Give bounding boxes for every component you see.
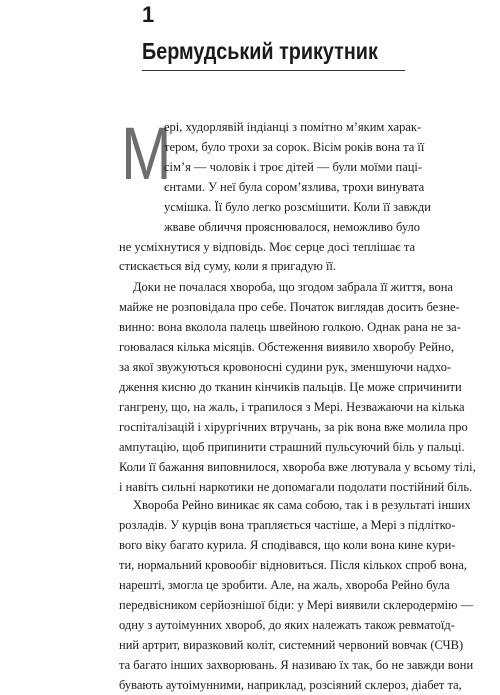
text-line: госпіталізацій і хірургічних втручань, за рік вона вже молила про (119, 420, 468, 434)
text-line: ері, худорлявій індіанці з помітно м’яким харак- (164, 120, 422, 134)
text-line: дження кисню до тканин кінчиків пальців. Це може спричинити (119, 380, 462, 394)
text-line: одну з аутоімунних хвороб, до яких належать також ревматоїд- (119, 618, 455, 632)
text-line: гоювалася кілька місяців. Обстеження виявило хворобу Рейно, (119, 340, 454, 354)
text-line: усмішка. Її було легко розсмішити. Коли її завжди (164, 200, 431, 214)
text-line: та багато інших захворювань. Я називаю їх так, бо не завжди вони (119, 658, 474, 672)
text-line: винно: вона вколола палець швейною голкою. Однак рана не за- (119, 320, 461, 334)
chapter-number: 1 (142, 2, 155, 27)
text-line: сім’я — чоловік і троє дітей — були моїми паці- (164, 160, 423, 174)
text-line: передвісником серйознішої біди: у Мері виявили склеродермію — (119, 598, 474, 612)
text-line: майже не розповідала про себе. Початок виглядав досить безне- (119, 300, 460, 314)
text-line: гангрену, що, на жаль, і трапилося з Мері. Незважаючи на кілька (119, 400, 465, 414)
text-line: Доки не почалася хвороба, що згодом забрала її життя, вона (133, 280, 453, 294)
text-line: за якої звужуються кровоносні судини рук, зменшуючи надхо- (119, 360, 452, 374)
text-line: єнтами. У неї була сором’язлива, трохи винувата (164, 180, 425, 194)
text-line: жваве обличчя прояснювалося, неможливо було (164, 220, 421, 234)
text-line: тером, було трохи за сорок. Вісім років вона та її (164, 140, 425, 154)
text-line: не усміхнутися у відповідь. Моє серце досі теплішає та стискається від суму, коли я пригадую її. (119, 240, 415, 273)
chapter-title: Бермудський трикутник (142, 38, 378, 64)
text-line: ти, нормальний кровообіг відновиться. Після кількох спроб вона, (119, 558, 468, 572)
text-line: і навіть сильні наркотики не допомагали подолати постійний біль. (119, 480, 473, 494)
text-line: ний артрит, виразковий коліт, системний червоний вовчак (СЧВ) (119, 638, 464, 652)
text-line: нарешті, змогла це зробити. Але, на жаль, хвороба Рейно була (119, 578, 450, 592)
text-line: бувають аутоімунними, наприклад, розсіяний склероз, діабет та, (119, 678, 462, 692)
text-line: Коли її бажання виповнилося, хвороба вже лютувала у всьому тілі, (119, 460, 476, 474)
text-line: розладів. У курців вона трапляється частіше, а Мері з підлітко- (119, 518, 456, 532)
text-line: Хвороба Рейно виникає як сама собою, так і в результаті інших (133, 498, 471, 512)
drop-cap: М (121, 112, 172, 195)
paragraph-tail (119, 238, 415, 278)
title-divider (142, 70, 405, 71)
text-line: вого віку багато курила. Я сподівався, що коли вона кине кури- (119, 538, 456, 552)
text-line: ампутацію, щоб припинити страшний пульсуючий біль у пальці. (119, 440, 465, 454)
